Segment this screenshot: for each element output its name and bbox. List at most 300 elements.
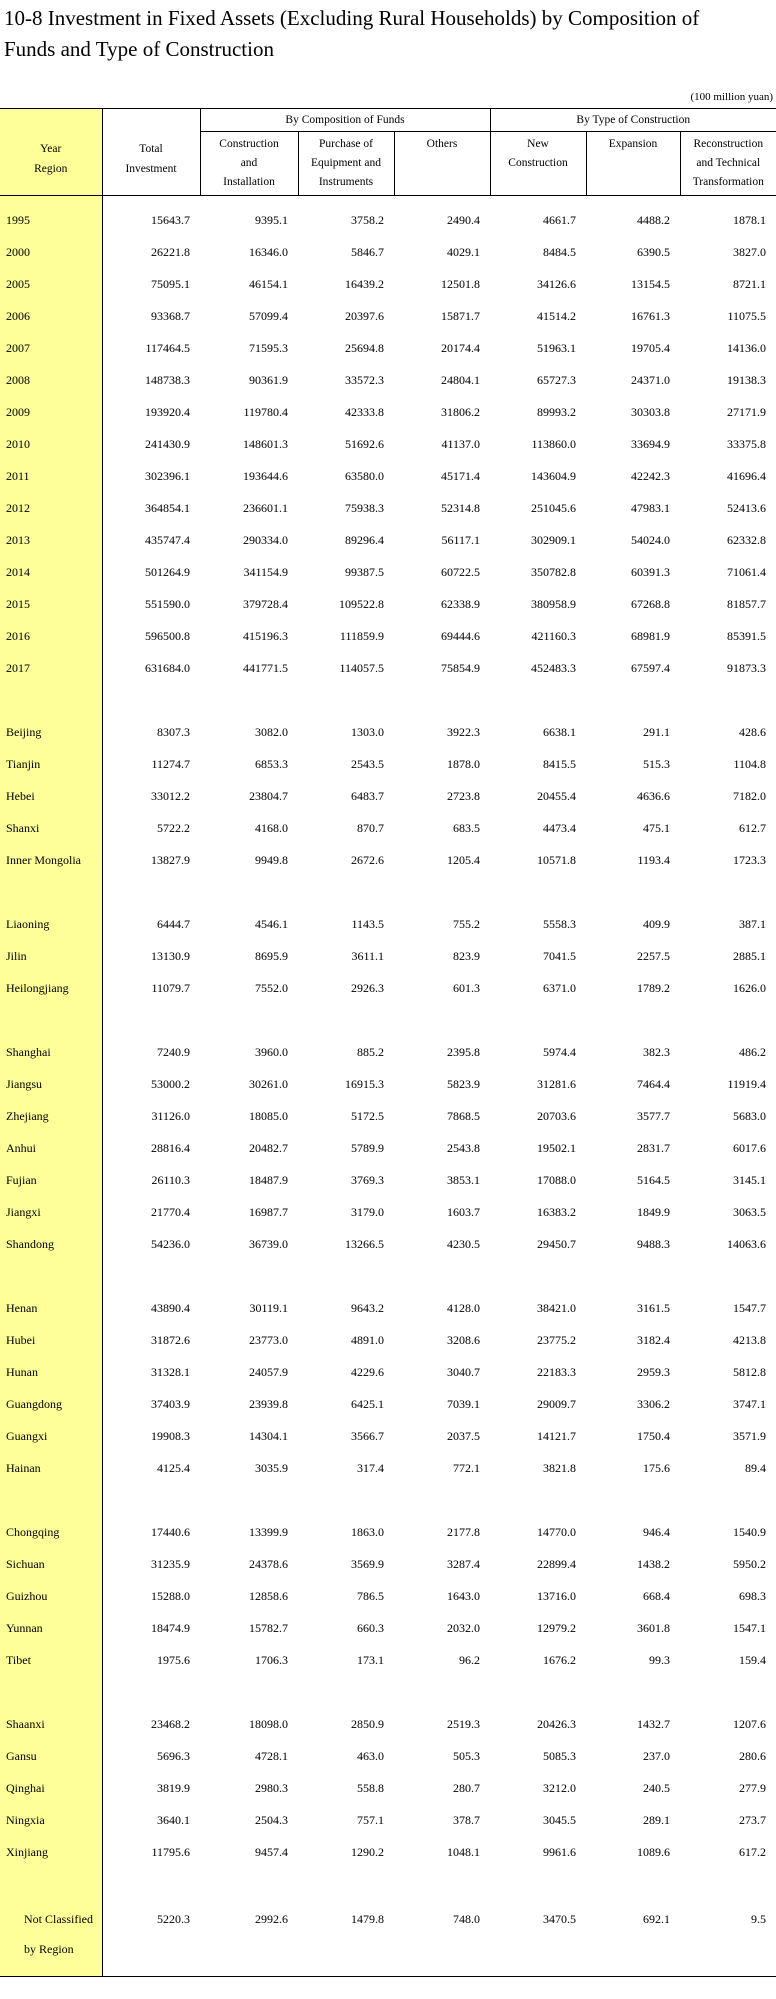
value-cell: 89296.4 — [345, 532, 384, 547]
value-cell: 8695.9 — [255, 948, 288, 963]
region-row — [0, 1164, 776, 1196]
value-cell: 111859.9 — [339, 628, 384, 643]
row-label: 2013 — [0, 524, 102, 556]
row-label: 2009 — [0, 396, 102, 428]
spacer-cell — [490, 876, 586, 908]
value-cell: 19502.1 — [537, 1140, 576, 1155]
value-cell: 6017.6 — [733, 1140, 767, 1155]
value-cell: 2504.3 — [255, 1812, 288, 1827]
value-cell: 15643.7 — [151, 212, 190, 227]
value-cell: 8484.5 — [543, 244, 576, 259]
value-cell: 748.0 — [453, 1912, 480, 1926]
spacer-cell — [200, 1004, 298, 1036]
spacer-cell — [490, 196, 586, 205]
value-cell: 2831.7 — [637, 1140, 670, 1155]
value-cell: 1143.5 — [351, 916, 384, 931]
region-row — [0, 1196, 776, 1228]
row-label: Qinghai — [0, 1772, 102, 1804]
spacer-cell — [490, 684, 586, 716]
region-row — [0, 1388, 776, 1420]
value-cell: 6425.1 — [351, 1396, 384, 1411]
value-cell: 22899.4 — [537, 1556, 576, 1571]
value-cell: 36739.0 — [249, 1236, 288, 1251]
value-cell: 505.3 — [453, 1748, 480, 1763]
value-cell: 9457.4 — [255, 1844, 288, 1859]
value-cell: 5172.5 — [351, 1108, 384, 1123]
region-row — [0, 748, 776, 780]
value-cell: 18474.9 — [151, 1620, 190, 1635]
spacer-cell — [394, 1484, 490, 1516]
value-cell: 6444.7 — [157, 916, 190, 931]
row-label: Chongqing — [0, 1516, 102, 1548]
value-cell: 81857.7 — [727, 596, 767, 611]
value-cell: 1104.8 — [733, 756, 767, 771]
spacer-cell — [680, 1004, 776, 1036]
value-cell: 13154.5 — [631, 276, 670, 291]
value-cell: 13827.9 — [151, 852, 190, 867]
region-row — [0, 1068, 776, 1100]
value-cell: 1789.2 — [637, 980, 670, 995]
value-cell: 1303.0 — [351, 724, 384, 739]
value-cell: 5950.2 — [733, 1556, 767, 1571]
spacer-cell — [680, 1484, 776, 1516]
value-cell: 52413.6 — [727, 500, 767, 515]
value-cell: 5683.0 — [733, 1108, 767, 1123]
spacer-cell — [200, 684, 298, 716]
value-cell: 2543.5 — [351, 756, 384, 771]
value-cell: 2980.3 — [255, 1780, 288, 1795]
header-year: Year — [40, 143, 62, 155]
value-cell: 19705.4 — [631, 340, 670, 355]
row-label: Fujian — [0, 1164, 102, 1196]
value-cell: 3571.9 — [733, 1428, 767, 1443]
value-cell: 38421.0 — [537, 1300, 576, 1315]
value-cell: 4125.4 — [157, 1460, 190, 1475]
value-cell: 54024.0 — [631, 532, 670, 547]
value-cell: 1479.8 — [351, 1912, 384, 1926]
row-label: Tibet — [0, 1644, 102, 1676]
region-row — [0, 716, 776, 748]
value-cell: 7552.0 — [255, 980, 288, 995]
value-cell: 33572.3 — [345, 372, 384, 387]
region-row — [0, 780, 776, 812]
value-cell: 2672.6 — [351, 852, 384, 867]
header-expansion — [586, 132, 680, 196]
spacer-cell — [680, 876, 776, 908]
value-cell: 341154.9 — [243, 564, 288, 579]
value-cell: 1048.1 — [447, 1844, 480, 1859]
value-cell: 3747.1 — [733, 1396, 767, 1411]
spacer-cell — [102, 1964, 200, 1977]
value-cell: 23939.8 — [249, 1396, 288, 1411]
page-title: 10-8 Investment in Fixed Assets (Excluding Rural Households) by Composition of Funds and Type of Construction — [4, 6, 700, 61]
row-label: Hunan — [0, 1356, 102, 1388]
header-region: Region — [34, 163, 68, 175]
value-cell: 415196.3 — [243, 628, 288, 643]
value-cell: 69444.6 — [441, 628, 480, 643]
value-cell: 2885.1 — [733, 948, 767, 963]
value-cell: 291.1 — [643, 724, 670, 739]
row-label: Shanghai — [0, 1036, 102, 1068]
value-cell: 159.4 — [739, 1652, 767, 1667]
value-cell: 4029.1 — [447, 244, 480, 259]
region-row — [0, 1420, 776, 1452]
value-cell: 2543.8 — [447, 1140, 480, 1155]
value-cell: 12501.8 — [441, 276, 480, 291]
value-cell: 870.7 — [357, 820, 384, 835]
value-cell: 46154.1 — [249, 276, 288, 291]
value-cell: 2177.8 — [447, 1524, 480, 1539]
value-cell: 148601.3 — [243, 436, 288, 451]
value-cell: 240.5 — [643, 1780, 670, 1795]
spacer-cell — [586, 876, 680, 908]
value-cell: 1432.7 — [637, 1716, 670, 1731]
spacer-cell — [298, 876, 394, 908]
value-cell: 7240.9 — [157, 1044, 190, 1059]
row-label: Jiangxi — [0, 1196, 102, 1228]
region-row — [0, 1804, 776, 1836]
value-cell: 20397.6 — [345, 308, 384, 323]
value-cell: 3577.7 — [637, 1108, 670, 1123]
row-label: Guangxi — [0, 1420, 102, 1452]
spacer-cell — [102, 1484, 200, 1516]
value-cell: 3470.5 — [543, 1912, 576, 1926]
region-row — [0, 1516, 776, 1548]
value-cell: 67268.8 — [631, 596, 670, 611]
value-cell: 3179.0 — [351, 1204, 384, 1219]
row-label: Tianjin — [0, 748, 102, 780]
value-cell: 668.4 — [643, 1588, 670, 1603]
value-cell: 31281.6 — [537, 1076, 576, 1091]
row-label: Xinjiang — [0, 1836, 102, 1868]
value-cell: 4128.0 — [447, 1300, 480, 1315]
value-cell: 18487.9 — [249, 1172, 288, 1187]
row-label: Liaoning — [0, 908, 102, 940]
value-cell: 3601.8 — [637, 1620, 670, 1635]
value-cell: 3960.0 — [255, 1044, 288, 1059]
value-cell: 2926.3 — [351, 980, 384, 995]
value-cell: 3063.5 — [733, 1204, 767, 1219]
year-row — [0, 268, 776, 300]
row-label: 2011 — [0, 460, 102, 492]
value-cell: 53000.2 — [151, 1076, 190, 1091]
spacer-cell — [200, 1676, 298, 1708]
value-cell: 3035.9 — [255, 1460, 288, 1475]
header-nc-line1: New — [527, 138, 549, 150]
value-cell: 4488.2 — [637, 212, 670, 227]
value-cell: 2032.0 — [447, 1620, 480, 1635]
value-cell: 409.9 — [643, 916, 670, 931]
value-cell: 75854.9 — [441, 660, 480, 675]
header-others-line1: Others — [426, 138, 458, 150]
value-cell: 236601.1 — [243, 500, 288, 515]
value-cell: 4728.1 — [255, 1748, 288, 1763]
value-cell: 1626.0 — [733, 980, 767, 995]
value-cell: 51692.6 — [345, 436, 384, 451]
value-cell: 20174.4 — [441, 340, 480, 355]
region-row — [0, 1324, 776, 1356]
spacer-cell — [0, 196, 102, 205]
value-cell: 1878.1 — [733, 212, 767, 227]
value-cell: 26221.8 — [151, 244, 190, 259]
value-cell: 9.5 — [751, 1912, 767, 1926]
region-row — [0, 1228, 776, 1260]
value-cell: 13266.5 — [345, 1236, 384, 1251]
value-cell: 20426.3 — [537, 1716, 576, 1731]
value-cell: 698.3 — [739, 1588, 767, 1603]
region-row — [0, 1612, 776, 1644]
value-cell: 33012.2 — [151, 788, 190, 803]
value-cell: 3208.6 — [447, 1332, 480, 1347]
region-row — [0, 1132, 776, 1164]
spacer-cell — [586, 684, 680, 716]
header-ci-line2: and — [240, 157, 258, 169]
value-cell: 90361.9 — [249, 372, 288, 387]
value-cell: 20482.7 — [249, 1140, 288, 1155]
value-cell: 24378.6 — [249, 1556, 288, 1571]
value-cell: 114057.5 — [339, 660, 384, 675]
value-cell: 289.1 — [643, 1812, 670, 1827]
value-cell: 237.0 — [643, 1748, 670, 1763]
value-cell: 428.6 — [739, 724, 767, 739]
header-year-region — [0, 109, 102, 196]
value-cell: 6483.7 — [351, 788, 384, 803]
spacer-row — [0, 196, 776, 205]
region-row — [0, 1036, 776, 1068]
value-cell: 9961.6 — [543, 1844, 576, 1859]
year-row — [0, 236, 776, 268]
value-cell: 1193.4 — [637, 852, 670, 867]
row-label-text: Not Classified by Region — [24, 1912, 93, 1956]
value-cell: 20455.4 — [537, 788, 576, 803]
spacer-cell — [490, 1868, 586, 1900]
value-cell: 1290.2 — [351, 1844, 384, 1859]
value-cell: 173.1 — [357, 1652, 384, 1667]
spacer-row — [0, 1964, 776, 1977]
value-cell: 7041.5 — [543, 948, 576, 963]
value-cell: 12979.2 — [537, 1620, 576, 1635]
row-label: 2016 — [0, 620, 102, 652]
region-row — [0, 1772, 776, 1804]
row-label: Shaanxi — [0, 1708, 102, 1740]
region-row — [0, 1740, 776, 1772]
region-row — [0, 1644, 776, 1676]
value-cell: 3306.2 — [637, 1396, 670, 1411]
value-cell: 3827.0 — [733, 244, 767, 259]
value-cell: 89993.2 — [537, 404, 576, 419]
spacer-cell — [394, 876, 490, 908]
spacer-cell — [394, 1004, 490, 1036]
spacer-cell — [0, 1260, 102, 1292]
value-cell: 33375.8 — [727, 436, 767, 451]
value-cell: 26110.3 — [151, 1172, 190, 1187]
value-cell: 22183.3 — [537, 1364, 576, 1379]
row-label: Henan — [0, 1292, 102, 1324]
spacer-cell — [0, 1676, 102, 1708]
value-cell: 54236.0 — [151, 1236, 190, 1251]
spacer-cell — [0, 876, 102, 908]
value-cell: 21770.4 — [151, 1204, 190, 1219]
row-label: Zhejiang — [0, 1100, 102, 1132]
value-cell: 1643.0 — [447, 1588, 480, 1603]
row-label — [0, 1900, 102, 1964]
value-cell: 757.1 — [357, 1812, 384, 1827]
spacer-cell — [200, 1260, 298, 1292]
value-cell: 113860.0 — [531, 436, 576, 451]
value-cell: 596500.8 — [145, 628, 190, 643]
spacer-cell — [200, 1484, 298, 1516]
value-cell: 3922.3 — [447, 724, 480, 739]
row-label: 2007 — [0, 332, 102, 364]
value-cell: 15871.7 — [441, 308, 480, 323]
value-cell: 13130.9 — [151, 948, 190, 963]
value-cell: 6371.0 — [543, 980, 576, 995]
value-cell: 6390.5 — [637, 244, 670, 259]
spacer-cell — [298, 1964, 394, 1977]
spacer-cell — [298, 1004, 394, 1036]
row-label: Heilongjiang — [0, 972, 102, 1004]
value-cell: 7039.1 — [447, 1396, 480, 1411]
value-cell: 350782.8 — [531, 564, 576, 579]
value-cell: 1863.0 — [351, 1524, 384, 1539]
value-cell: 3758.2 — [351, 212, 384, 227]
value-cell: 62338.9 — [441, 596, 480, 611]
spacer-cell — [102, 876, 200, 908]
value-cell: 290334.0 — [243, 532, 288, 547]
value-cell: 85391.5 — [727, 628, 767, 643]
value-cell: 617.2 — [739, 1844, 767, 1859]
year-row — [0, 364, 776, 396]
value-cell: 47983.1 — [631, 500, 670, 515]
row-label: Shanxi — [0, 812, 102, 844]
value-cell: 3853.1 — [447, 1172, 480, 1187]
value-cell: 660.3 — [357, 1620, 384, 1635]
header-nc-line2: Construction — [508, 157, 568, 169]
value-cell: 65727.3 — [537, 372, 576, 387]
value-cell: 99387.5 — [345, 564, 384, 579]
value-cell: 19138.3 — [727, 372, 767, 387]
region-row — [0, 972, 776, 1004]
region-row — [0, 844, 776, 876]
value-cell: 4891.0 — [351, 1332, 384, 1347]
value-cell: 68981.9 — [631, 628, 670, 643]
row-label: Guangdong — [0, 1388, 102, 1420]
row-label: 2012 — [0, 492, 102, 524]
value-cell: 11079.7 — [151, 980, 190, 995]
value-cell: 7464.4 — [637, 1076, 670, 1091]
value-cell: 67597.4 — [631, 660, 670, 675]
value-cell: 9488.3 — [637, 1236, 670, 1251]
spacer-cell — [586, 1676, 680, 1708]
spacer-cell — [680, 684, 776, 716]
year-row — [0, 492, 776, 524]
row-label: Hubei — [0, 1324, 102, 1356]
spacer-cell — [0, 1484, 102, 1516]
row-label: 2015 — [0, 588, 102, 620]
header-pe-line1: Purchase of — [319, 138, 373, 150]
value-cell: 45171.4 — [441, 468, 480, 483]
value-cell: 3045.5 — [543, 1812, 576, 1827]
value-cell: 5085.3 — [543, 1748, 576, 1763]
value-cell: 382.3 — [643, 1044, 670, 1059]
value-cell: 241430.9 — [145, 436, 190, 451]
spacer-cell — [394, 1260, 490, 1292]
header-exp-line1: Expansion — [608, 138, 658, 150]
value-cell: 4546.1 — [255, 916, 288, 931]
value-cell: 9949.8 — [255, 852, 288, 867]
row-label: Shandong — [0, 1228, 102, 1260]
spacer-cell — [102, 1260, 200, 1292]
value-cell: 33694.9 — [631, 436, 670, 451]
header-reconstruction — [680, 132, 776, 196]
spacer-cell — [394, 684, 490, 716]
value-cell: 51963.1 — [537, 340, 576, 355]
spacer-cell — [298, 684, 394, 716]
value-cell: 75095.1 — [151, 276, 190, 291]
value-cell: 60391.3 — [631, 564, 670, 579]
value-cell: 93368.7 — [151, 308, 190, 323]
value-cell: 692.1 — [643, 1912, 670, 1926]
value-cell: 8307.3 — [157, 724, 190, 739]
row-label: 2006 — [0, 300, 102, 332]
spacer-cell — [680, 1676, 776, 1708]
value-cell: 16987.7 — [249, 1204, 288, 1219]
value-cell: 9395.1 — [255, 212, 288, 227]
value-cell: 5974.4 — [543, 1044, 576, 1059]
value-cell: 1878.0 — [447, 756, 480, 771]
header-ci-line1: Construction — [219, 138, 279, 150]
spacer-cell — [298, 196, 394, 205]
value-cell: 3182.4 — [637, 1332, 670, 1347]
value-cell: 1723.3 — [733, 852, 767, 867]
value-cell: 13716.0 — [537, 1588, 576, 1603]
value-cell: 3287.4 — [447, 1556, 480, 1571]
row-label: Beijing — [0, 716, 102, 748]
spacer-cell — [102, 1868, 200, 1900]
spacer-cell — [0, 1868, 102, 1900]
value-cell: 42242.3 — [631, 468, 670, 483]
value-cell: 631684.0 — [145, 660, 190, 675]
value-cell: 30119.1 — [249, 1300, 288, 1315]
value-cell: 5164.5 — [637, 1172, 670, 1187]
spacer-cell — [102, 684, 200, 716]
value-cell: 4168.0 — [255, 820, 288, 835]
value-cell: 10571.8 — [537, 852, 576, 867]
value-cell: 1975.6 — [157, 1652, 190, 1667]
value-cell: 23468.2 — [151, 1716, 190, 1731]
value-cell: 16346.0 — [249, 244, 288, 259]
value-cell: 1547.1 — [733, 1620, 767, 1635]
value-cell: 109522.8 — [339, 596, 384, 611]
value-cell: 1676.2 — [543, 1652, 576, 1667]
value-cell: 143604.9 — [531, 468, 576, 483]
value-cell: 11795.6 — [151, 1844, 190, 1859]
value-cell: 37403.9 — [151, 1396, 190, 1411]
value-cell: 946.4 — [643, 1524, 670, 1539]
value-cell: 20703.6 — [537, 1108, 576, 1123]
spacer-cell — [490, 1484, 586, 1516]
value-cell: 302396.1 — [145, 468, 190, 483]
value-cell: 435747.4 — [145, 532, 190, 547]
spacer-row — [0, 1868, 776, 1900]
row-label: 1995 — [0, 204, 102, 236]
value-cell: 25694.8 — [345, 340, 384, 355]
value-cell: 9643.2 — [351, 1300, 384, 1315]
region-row — [0, 1292, 776, 1324]
header-new-construction — [490, 132, 586, 196]
value-cell: 317.4 — [357, 1460, 384, 1475]
value-cell: 772.1 — [453, 1460, 480, 1475]
